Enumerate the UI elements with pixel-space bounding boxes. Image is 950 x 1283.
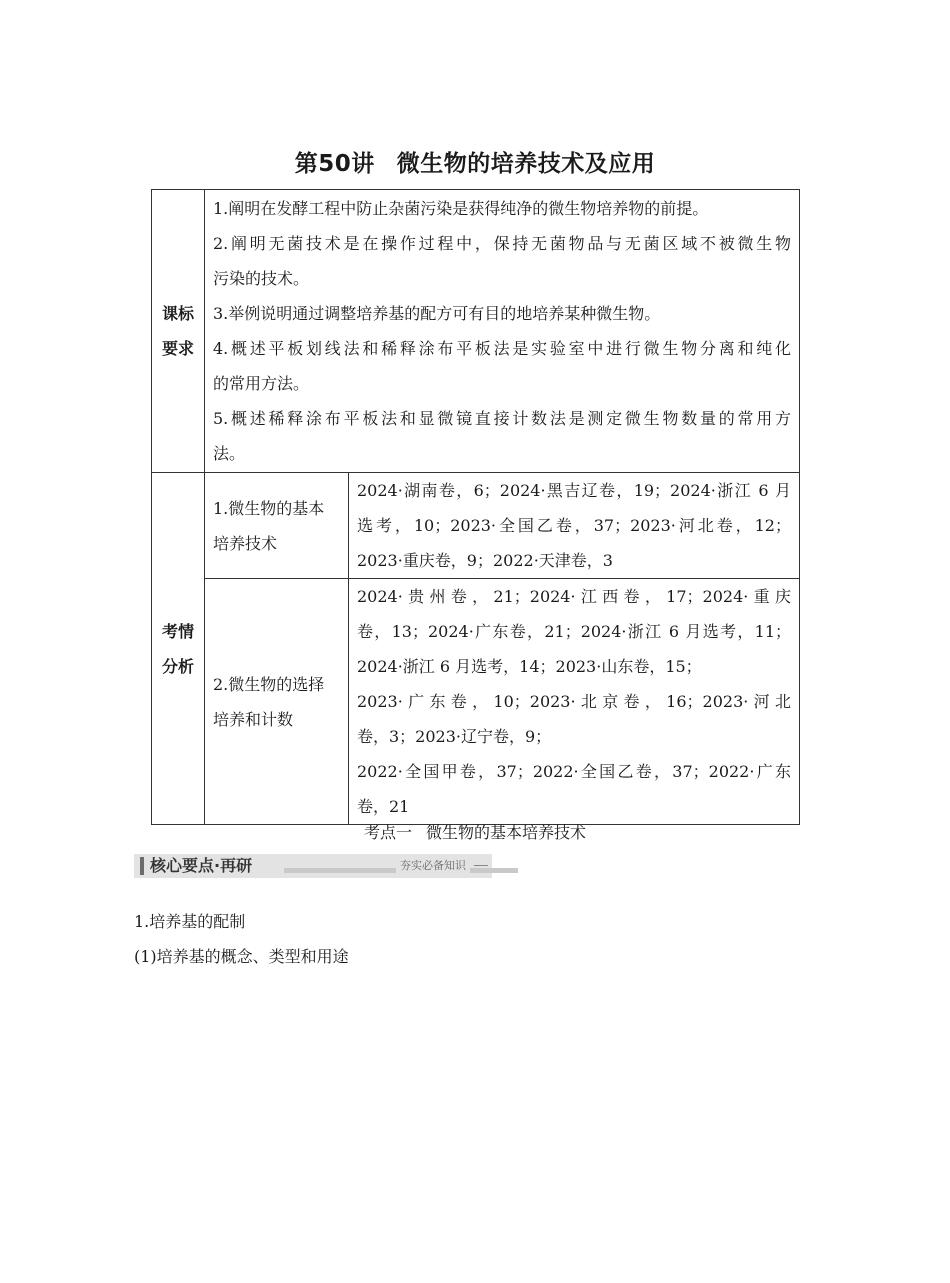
banner-subtitle: 夯实必备知识 xyxy=(396,857,470,875)
banner-label: 核心要点·再研 xyxy=(150,856,253,875)
section-title: 考点一 微生物的基本培养技术 xyxy=(363,823,587,842)
requirement-line: 1.阐明在发酵工程中防止杂菌污染是获得纯净的微生物培养物的前提。 xyxy=(213,199,709,218)
requirement-line: 4.概述平板划线法和稀释涂布平板法是实验室中进行微生物分离和纯化 xyxy=(213,339,791,358)
requirements-cell xyxy=(205,190,800,473)
requirement-line: 3.举例说明通过调整培养基的配方可有目的地培养某种微生物。 xyxy=(213,304,661,323)
exam-ref-line: 卷，3；2023·辽宁卷，9； xyxy=(357,727,552,746)
requirement-line: 法。 xyxy=(213,444,246,463)
exam-ref-line: 卷，13；2024·广东卷，21；2024·浙江 6 月选考，11； xyxy=(357,622,791,641)
requirement-line: 5.概述稀释涂布平板法和显微镜直接计数法是测定微生物数量的常用方 xyxy=(213,409,791,428)
paragraph-subheading: (1)培养基的概念、类型和用途 xyxy=(134,947,349,966)
banner-bar xyxy=(140,857,144,875)
page-title: 第50讲 微生物的培养技术及应用 xyxy=(294,151,656,177)
lecture-number: 50 xyxy=(318,151,352,177)
exam-ref-line: 2023·重庆卷，9；2022·天津卷，3 xyxy=(357,551,613,570)
exam-ref-line: 2022·全国甲卷，37；2022·全国乙卷，37；2022·广东 xyxy=(357,762,791,781)
exam-ref-line: 选考，10；2023·全国乙卷，37；2023·河北卷，12； xyxy=(357,516,791,535)
topic-label: 2.微生物的选择 培养和计数 xyxy=(205,579,349,825)
requirement-line: 的常用方法。 xyxy=(213,374,310,393)
syllabus-table xyxy=(151,189,800,825)
requirements-row xyxy=(152,190,800,473)
requirement-line: 污染的技术。 xyxy=(213,269,310,288)
analysis-row xyxy=(152,579,800,825)
analysis-header: 考情 分析 xyxy=(152,473,205,825)
section-banner xyxy=(134,854,492,878)
exam-ref-line: 卷，21 xyxy=(357,797,410,816)
banner-tail-line xyxy=(474,865,488,866)
exam-ref-line: 2024·湖南卷，6；2024·黑吉辽卷，19；2024·浙江 6 月 xyxy=(357,481,791,500)
topic-label: 1.微生物的基本 培养技术 xyxy=(205,473,349,579)
exam-ref-line: 2024·浙江 6 月选考，14；2023·山东卷，15； xyxy=(357,657,702,676)
exam-ref-line: 2023·广东卷，10；2023·北京卷，16；2023·河北 xyxy=(357,692,791,711)
topic-refs xyxy=(349,579,800,825)
analysis-row xyxy=(152,473,800,579)
requirements-header: 课标 要求 xyxy=(152,190,205,473)
requirement-line: 2.阐明无菌技术是在操作过程中，保持无菌物品与无菌区域不被微生物 xyxy=(213,234,791,253)
lecture-topic: 微生物的培养技术及应用 xyxy=(396,151,656,177)
paragraph-heading: 1.培养基的配制 xyxy=(134,912,246,931)
exam-ref-line: 2024·贵州卷，21；2024·江西卷，17；2024·重庆 xyxy=(357,587,791,606)
topic-refs xyxy=(349,473,800,579)
